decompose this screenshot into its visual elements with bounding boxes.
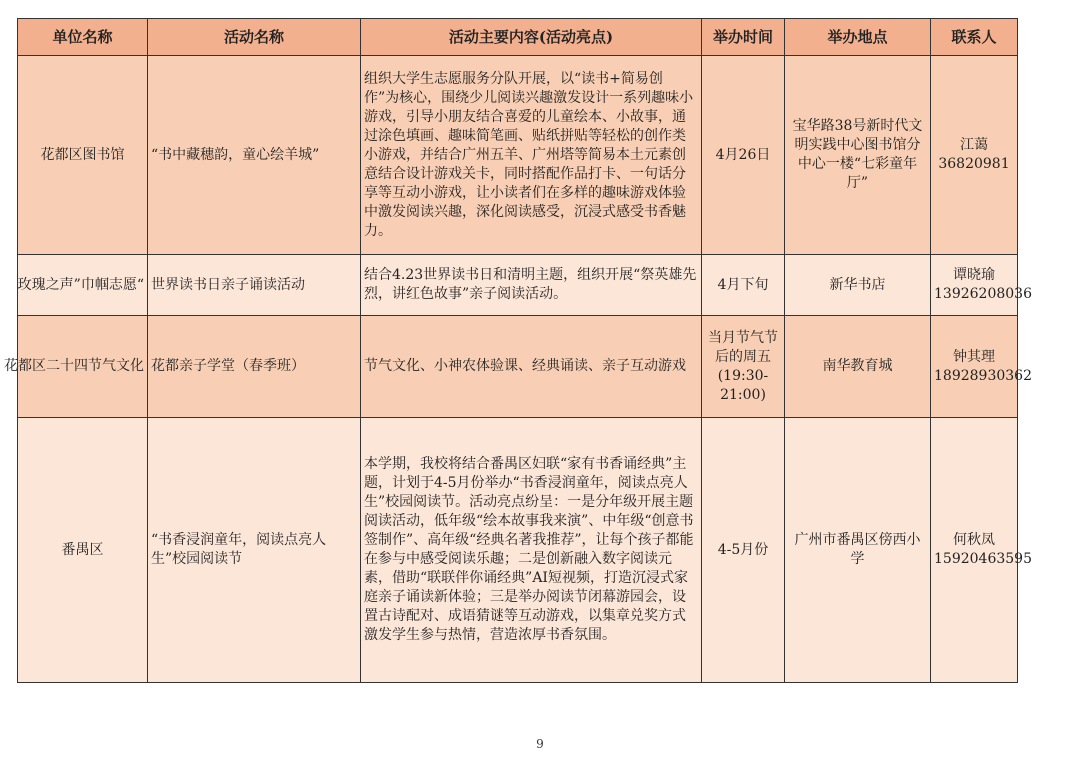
cell-time: 4月26日 <box>702 56 785 255</box>
cell-unit: 番禺区 <box>18 418 148 683</box>
cell-place: 南华教育城 <box>785 316 931 418</box>
cell-content: 节气文化、小神农体验课、经典诵读、亲子互动游戏 <box>361 316 702 418</box>
header-time: 举办时间 <box>702 19 785 56</box>
table-header-row <box>18 19 1018 56</box>
cell-place: 新华书店 <box>785 255 931 316</box>
cell-contact: 何秋凤 15920463595 <box>931 418 1018 683</box>
cell-content: 组织大学生志愿服务分队开展，以“读书+简易创作”为核心，围绕少儿阅读兴趣激发设计一系列趣味小游戏，引导小朋友结合喜爱的儿童绘本、小故事，通过涂色填画、趣味简笔画、贴纸拼贴等轻松的创作类小游戏，并结合广州五羊、广州塔等简易本土元素创意结合设计游戏关卡，同时搭配作品打卡、一句话分享等互动小游戏，让小读者们在多样的趣味游戏体验中激发阅读兴趣，深化阅读感受，沉浸式感受书香魅力。 <box>361 56 702 255</box>
cell-activity: “书香浸润童年，阅读点亮人生”校园阅读节 <box>148 418 361 683</box>
header-content: 活动主要内容(活动亮点) <box>361 19 702 56</box>
cell-unit: “玫瑰之声”巾帼志愿 <box>18 255 148 316</box>
table-row <box>18 255 1018 316</box>
cell-unit: 花都区二十四节气文化 <box>18 316 148 418</box>
cell-activity: 世界读书日亲子诵读活动 <box>148 255 361 316</box>
table-row <box>18 56 1018 255</box>
cell-content: 本学期，我校将结合番禺区妇联“家有书香诵经典”主题，计划于4-5月份举办“书香浸润童年，阅读点亮人生”校园阅读节。活动亮点纷呈：一是分年级开展主题阅读活动，低年级“绘本故事我来演”、中年级“创意书签制作”、高年级“经典名著我推荐”，让每个孩子都能在参与中感受阅读乐趣；二是创新融入数字阅读元素，借助“联联伴你诵经典”AI短视频，打造沉浸式家庭亲子诵读新体验；三是举办阅读节闭幕游园会，设置古诗配对、成语猜谜等互动游戏，以集章兑奖方式激发学生参与热情，营造浓厚书香氛围。 <box>361 418 702 683</box>
cell-contact: 江蔼 36820981 <box>931 56 1018 255</box>
header-place: 举办地点 <box>785 19 931 56</box>
events-table <box>4 18 1032 683</box>
cell-activity: “书中藏穗韵，童心绘羊城” <box>148 56 361 255</box>
table-row <box>18 316 1018 418</box>
cell-contact: 钟其理 18928930362 <box>931 316 1018 418</box>
cell-content: 结合4.23世界读书日和清明主题，组织开展“祭英雄先烈，讲红色故事”亲子阅读活动。 <box>361 255 702 316</box>
cell-place: 广州市番禺区傍西小学 <box>785 418 931 683</box>
cell-activity: 花都亲子学堂（春季班） <box>148 316 361 418</box>
cell-time: 4月下旬 <box>702 255 785 316</box>
cell-time: 当月节气节后的周五(19:30-21:00) <box>702 316 785 418</box>
cell-unit: 花都区图书馆 <box>18 56 148 255</box>
cell-place: 宝华路38号新时代文明实践中心图书馆分中心一楼“七彩童年厅” <box>785 56 931 255</box>
cell-contact: 谭晓瑜 13926208036 <box>931 255 1018 316</box>
cell-time: 4-5月份 <box>702 418 785 683</box>
page-number: 9 <box>536 737 544 751</box>
header-activity: 活动名称 <box>148 19 361 56</box>
table-row <box>18 418 1018 683</box>
header-unit: 单位名称 <box>18 19 148 56</box>
header-contact: 联系人 <box>931 19 1018 56</box>
